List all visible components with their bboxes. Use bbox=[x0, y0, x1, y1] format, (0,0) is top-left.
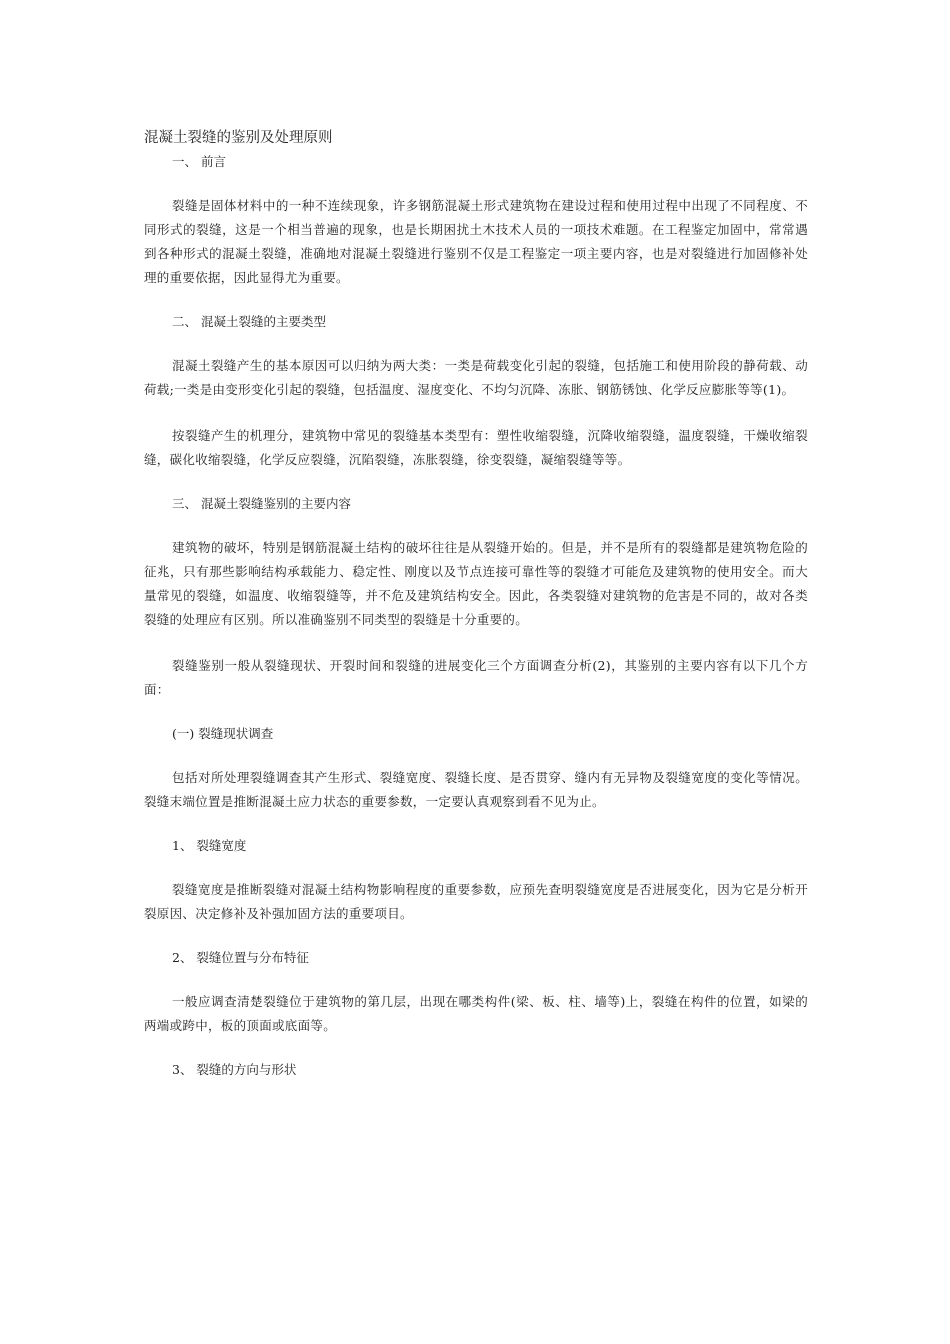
paragraph-crack-width: 裂缝宽度是推断裂缝对混凝土结构物影响程度的重要参数，应预先查明裂缝宽度是否进展变化，因为它是分析开裂原因、决定修补及补强加固方法的重要项目。 bbox=[144, 882, 808, 921]
item-heading-crack-direction: 3、 裂缝的方向与形状 bbox=[172, 1062, 297, 1077]
item-heading-crack-location: 2、 裂缝位置与分布特征 bbox=[172, 950, 309, 965]
document-page bbox=[144, 128, 808, 1080]
paragraph-structural-damage: 建筑物的破坏，特别是钢筋混凝土结构的破坏往往是从裂缝开始的。但是，并不是所有的裂缝都是建筑物危险的征兆，只有那些影响结构承载能力、稳定性、刚度以及节点连接可靠性等的裂缝才可能危及建筑物的使用安全。而大量常见的裂缝，如温度、收缩裂缝等，并不危及建筑结构安全。因此，各类裂缝对建筑物的危害是不同的，故对各类裂缝的处理应有区别。所以准确鉴别不同类型的裂缝是十分重要的。 bbox=[144, 540, 808, 627]
paragraph-crack-causes: 混凝土裂缝产生的基本原因可以归纳为两大类：一类是荷载变化引起的裂缝，包括施工和使用阶段的静荷载、动荷载;一类是由变形变化引起的裂缝，包括温度、湿度变化、不均匀沉降、冻胀、钢筋锈蚀、化学反应膨胀等等(1)。 bbox=[144, 358, 808, 397]
section-heading-crack-types: 二、 混凝土裂缝的主要类型 bbox=[172, 314, 326, 329]
paragraph-current-state: 包括对所处理裂缝调查其产生形式、裂缝宽度、裂缝长度、是否贯穿、缝内有无异物及裂缝宽度的变化等情况。裂缝末端位置是推断混凝土应力状态的重要参数，一定要认真观察到看不见为止。 bbox=[144, 770, 808, 809]
section-heading-identification: 三、 混凝土裂缝鉴别的主要内容 bbox=[172, 496, 351, 511]
subsection-heading-current-state: (一) 裂缝现状调查 bbox=[172, 726, 274, 741]
paragraph-crack-definition: 裂缝是固体材料中的一种不连续现象，许多钢筋混凝土形式建筑物在建设过程和使用过程中出现了不同程度、不同形式的裂缝，这是一个相当普遍的现象，也是长期困扰土木技术人员的一项技术难题。在工程鉴定加固中，常常遇到各种形式的混凝土裂缝，准确地对混凝土裂缝进行鉴别不仅是工程鉴定一项主要内容，也是对裂缝进行加固修补处理的重要依据，因此显得尤为重要。 bbox=[144, 198, 808, 285]
paragraph-crack-location: 一般应调查清楚裂缝位于建筑物的第几层，出现在哪类构件(梁、板、柱、墙等)上，裂缝在构件的位置，如梁的两端或跨中，板的顶面或底面等。 bbox=[144, 994, 808, 1033]
item-heading-crack-width: 1、 裂缝宽度 bbox=[172, 838, 247, 853]
paragraph-identification-aspects: 裂缝鉴别一般从裂缝现状、开裂时间和裂缝的进展变化三个方面调查分析(2)，其鉴别的主要内容有以下几个方面： bbox=[144, 658, 808, 697]
section-heading-preface: 一、 前言 bbox=[172, 154, 226, 169]
document-title: 混凝土裂缝的鉴别及处理原则 bbox=[144, 130, 333, 146]
paragraph-crack-mechanism: 按裂缝产生的机理分，建筑物中常见的裂缝基本类型有：塑性收缩裂缝，沉降收缩裂缝，温度裂缝，干燥收缩裂缝，碳化收缩裂缝，化学反应裂缝，沉陷裂缝，冻胀裂缝，徐变裂缝，凝缩裂缝等等。 bbox=[144, 428, 808, 467]
